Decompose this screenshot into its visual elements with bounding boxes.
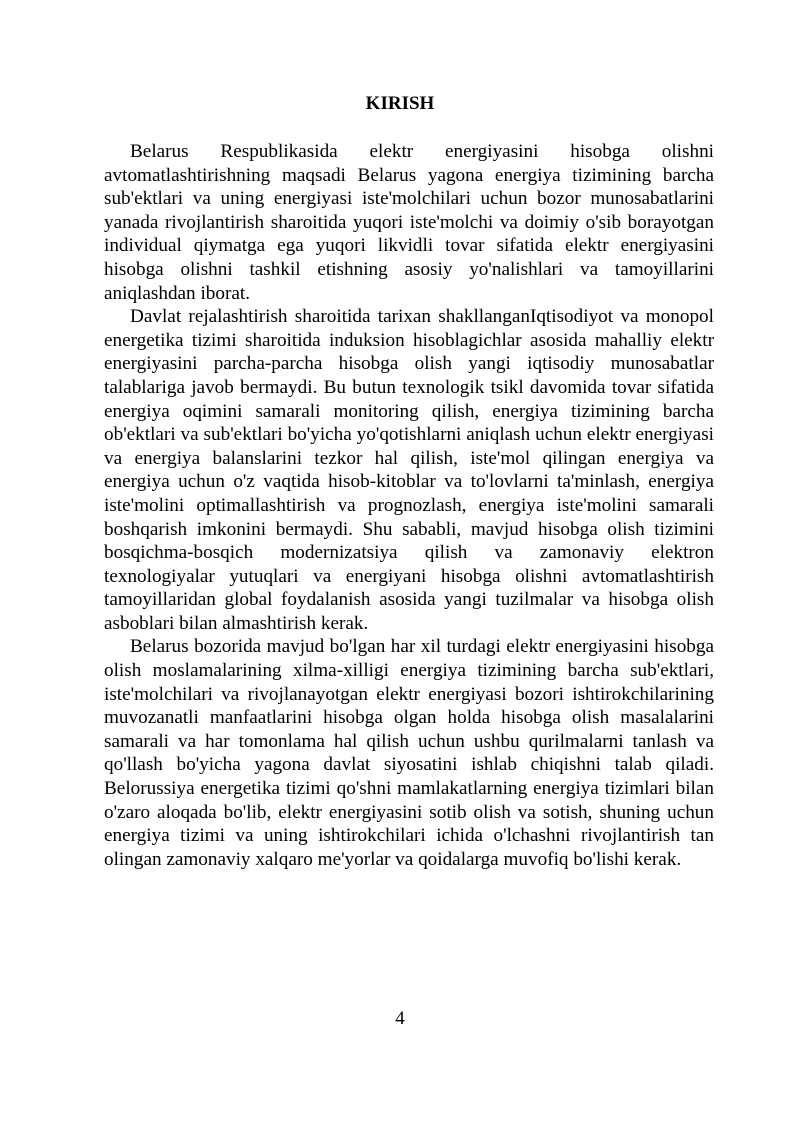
body-text — [104, 140, 714, 871]
paragraph: Belarus Respublikasida elektr energiyasini hisobga olishni avtomatlashtirishning maqsadi Belarus yagona energiya tizimining barcha sub'ektlari va uning energiyasi iste'molchilari uchun bozor munosabatlarini yanada rivojlantirish sharoitida yuqori iste'molchi va doimiy o'sib borayotgan individual qiymatga ega yuqori likvidli tovar sifatida elektr energiyasini hisobga olishni tashkil etishning asosiy yo'nalishlari va tamoyillarini aniqlashdan iborat. — [104, 141, 714, 304]
paragraph: Davlat rejalashtirish sharoitida tarixan shakllanganIqtisodiyot va monopol energetika tizimi sharoitida induksion hisoblagichlar asosida mahalliy elektr energiyasini parcha-parcha hisobga olish yangi iqtisodiy munosabatlar talablariga javob bermaydi. Bu butun texnologik tsikl davomida tovar sifatida energiya oqimini samarali monitoring qilish, energiya tizimining barcha ob'ektlari va sub'ektlari bo'yicha yo'qotishlarni aniqlash uchun elektr energiyasi va energiya balanslarini tezkor hal qilish, iste'mol qilingan energiya va energiya uchun o'z vaqtida hisob-kitoblar va to'lovlarni ta'minlash, energiya iste'molini optimallashtirish va prognozlash, energiya iste'molini samarali boshqarish imkonini bermaydi. Shu sababli, mavjud hisobga olish tizimini bosqichma-bosqich modernizatsiya qilish va zamonaviy elektron texnologiyalar yutuqlari va energiyani hisobga olishni avtomatlashtirish tamoyillaridan global foydalanish asosida yangi tuzilmalar va hisobga olish asboblari bilan almashtirish kerak. — [104, 306, 714, 634]
page-number: 4 — [395, 1008, 405, 1029]
page-title: KIRISH — [365, 93, 435, 114]
paragraph: Belarus bozorida mavjud bo'lgan har xil turdagi elektr energiyasini hisobga olish moslamalarining xilma-xilligi energiya tizimining barcha sub'ektlari, iste'molchilari va rivojlanayotgan elektr energiyasi bozori ishtirokchilarining muvozanatli manfaatlarini hisobga olgan holda hisobga olish masalalarini samarali va har tomonlama hal qilish uchun ushbu qurilmalarni tanlash va qo'llash bo'yicha yagona davlat siyosatini ishlab chiqishni talab qiladi. Belorussiya energetika tizimi qo'shni mamlakatlarning energiya tizimlari bilan o'zaro aloqada bo'lib, elektr energiyasini sotib olish va sotish, shuning uchun energiya tizimi va uning ishtirokchilari ichida o'lchashni rivojlantirish tan olingan zamonaviy xalqaro me'yorlar va qoidalarga muvofiq bo'lishi kerak. — [104, 636, 714, 870]
